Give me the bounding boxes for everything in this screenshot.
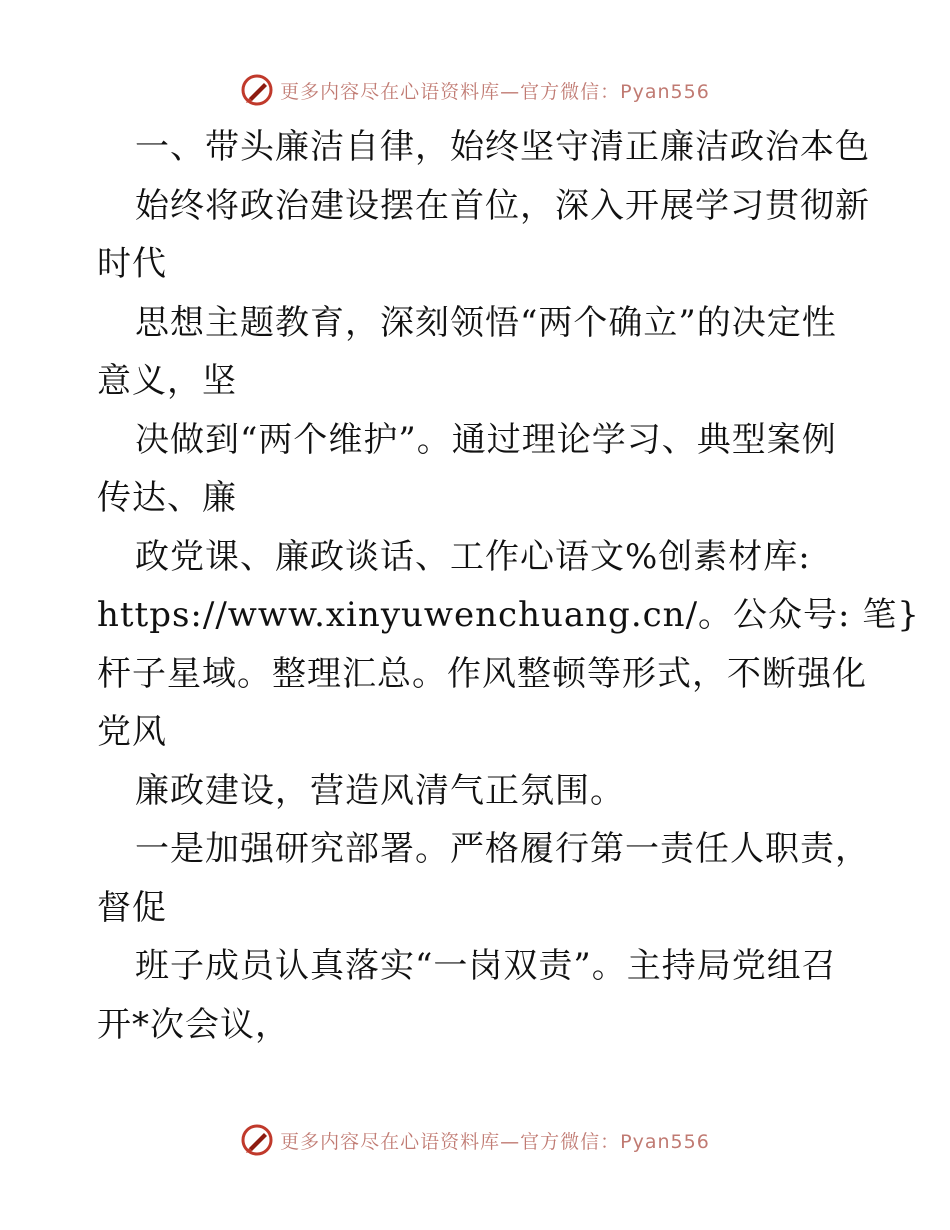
paragraph-line: 一是加强研究部署。严格履行第一责任人职责， xyxy=(135,829,870,869)
document-body xyxy=(97,118,920,1054)
paragraph-line: 一、带头廉洁自律，始终坚守清正廉洁政治本色 xyxy=(135,127,870,167)
footer-banner-text: 更多内容尽在心语资料库—官方微信：Pyan556 xyxy=(280,1130,710,1153)
header-banner xyxy=(0,68,950,112)
paragraph-line: 思想主题教育，深刻领悟“两个确立”的决定性 xyxy=(135,302,837,343)
paragraph-line: 杆子星域。整理汇总。作风整顿等形式，不断强化 xyxy=(97,653,867,694)
footer-banner xyxy=(0,1118,950,1162)
paragraph-line: 决做到“两个维护”。通过理论学习、典型案例 xyxy=(135,419,837,460)
paragraph-line: 始终将政治建设摆在首位，深入开展学习贯彻新 xyxy=(135,185,870,226)
paragraph-line: 政党课、廉政谈话、工作心语文%创素材库: xyxy=(135,536,811,577)
pen-logo-icon xyxy=(240,73,274,107)
paragraph-line: 班子成员认真落实“一岗双责”。主持局党组召 xyxy=(135,946,837,986)
header-banner-text: 更多内容尽在心语资料库—官方微信：Pyan556 xyxy=(280,80,710,103)
paragraph-line: 传达、廉 xyxy=(97,478,237,518)
paragraph-line: 时代 xyxy=(97,244,167,284)
pen-logo-icon xyxy=(240,1123,274,1157)
paragraph-line: 开*次会议， xyxy=(97,1004,290,1045)
paragraph-line: https://www.xinyuwenchuang.cn/。公众号: 笔} xyxy=(97,595,920,635)
paragraph-line: 党风 xyxy=(97,712,167,752)
paragraph-line: 督促 xyxy=(97,887,167,928)
paragraph-line: 意义，坚 xyxy=(97,361,237,401)
paragraph-line: 廉政建设，营造风清气正氛围。 xyxy=(135,770,625,811)
